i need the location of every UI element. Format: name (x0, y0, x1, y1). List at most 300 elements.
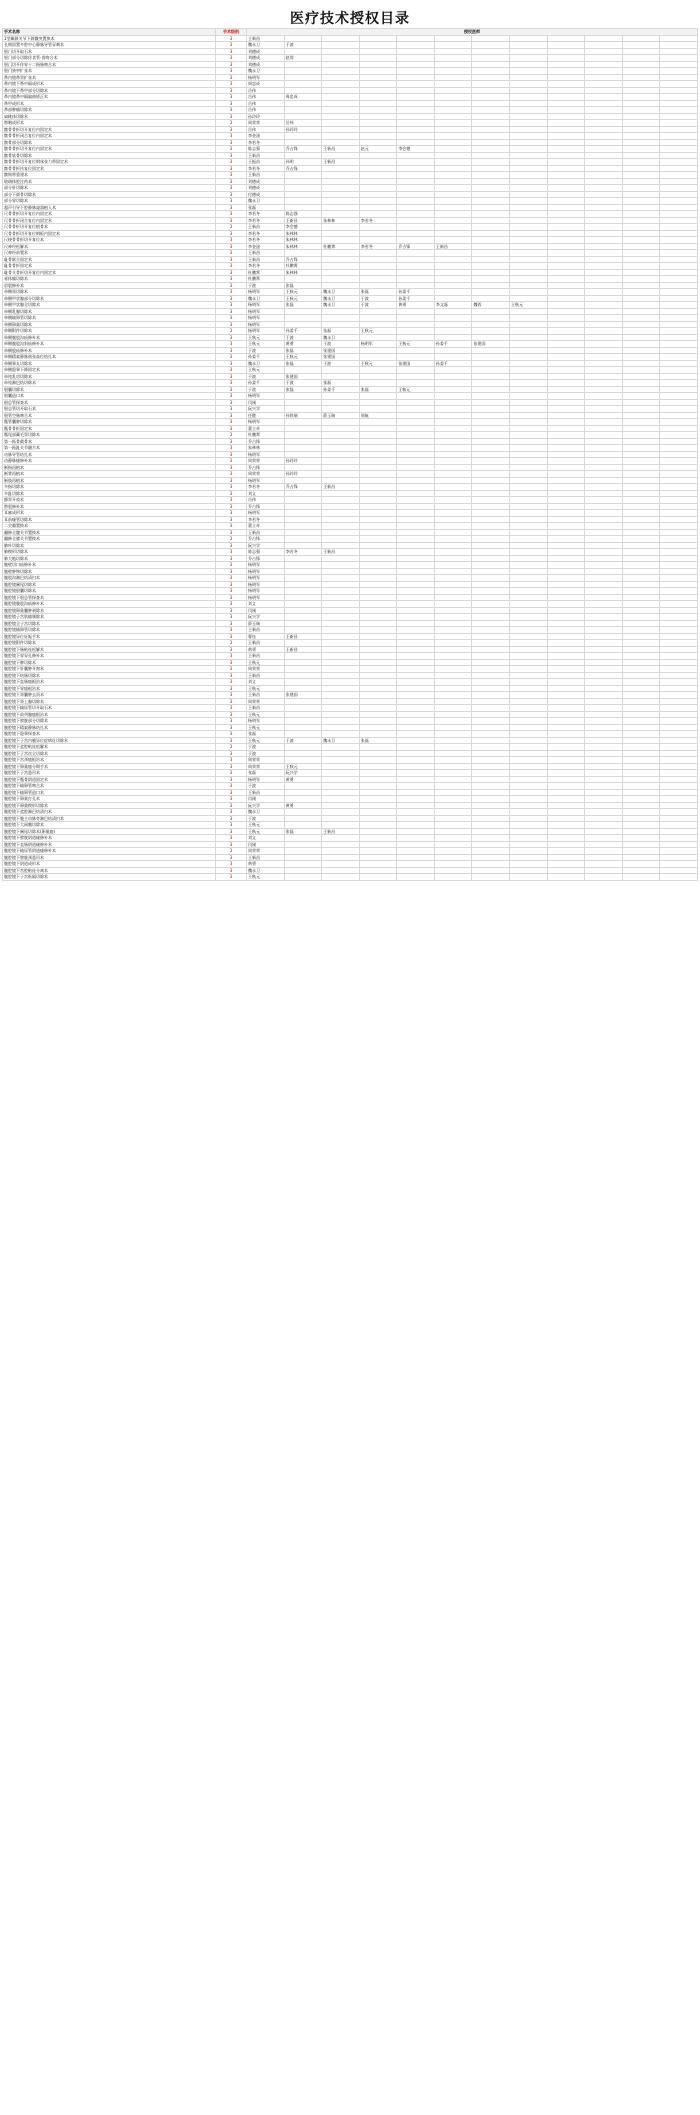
doctor-name: 王新昌 (322, 549, 360, 556)
procedure-name: 腹腔镜下输卵管吻合术 (3, 783, 216, 790)
doctor-name: 王秋元 (247, 822, 285, 829)
procedure-grade: 3 (216, 731, 247, 738)
doctor-name: 魏西 (472, 302, 510, 309)
procedure-grade: 3 (216, 217, 247, 224)
procedure-name: 腹腔镜下肠粘连松解术 (3, 646, 216, 653)
procedure-grade: 3 (216, 841, 247, 848)
doctor-name: 周荣荣 (247, 120, 285, 127)
procedure-name: 腹腔镜下子宫次全切除术 (3, 750, 216, 757)
procedure-grade: 3 (216, 256, 247, 263)
doctor-name: 王秋元 (247, 341, 285, 348)
doctor-name: 张磊 (284, 347, 322, 354)
doctor-name: 张磊 (284, 282, 322, 289)
procedure-grade: 3 (216, 562, 247, 569)
procedure-name: 肺叶切除术 (3, 542, 216, 549)
procedure-name: 腹腔镜下精索静脉结扎术 (3, 724, 216, 731)
procedure-name: 胆门狭窄扩张术 (3, 68, 216, 75)
doctor-name: 杨明军 (247, 315, 285, 322)
doctor-name: 王新昌 (247, 653, 285, 660)
procedure-name: 腹腔镜下胃癌根治术 (3, 685, 216, 692)
doctor-name: 李若冬 (247, 217, 285, 224)
doctor-name: 于波 (247, 783, 285, 790)
doctor-name: 王秋元 (247, 724, 285, 731)
procedure-grade: 3 (216, 633, 247, 640)
doctor-name: 杨明军 (247, 588, 285, 595)
doctor-name: 阮兴学 (247, 406, 285, 413)
procedure-name: 单侧甲状腺全切除术 (3, 302, 216, 309)
procedure-grade: 3 (216, 237, 247, 244)
procedure-grade: 3 (216, 250, 247, 257)
procedure-grade: 3 (216, 640, 247, 647)
doctor-name: 刘义 (247, 490, 285, 497)
doctor-name: 乔占锋 (284, 484, 322, 491)
doctor-name: 周荣荣 (247, 471, 285, 478)
procedure-grade: 3 (216, 789, 247, 796)
procedure-name: 额窦开放术 (3, 497, 216, 504)
doctor-name: 杨明军 (247, 718, 285, 725)
doctor-name: 孙玲玲 (284, 126, 322, 133)
doctor-name: 杜鹏霄 (247, 269, 285, 276)
procedure-grade: 3 (216, 347, 247, 354)
doctor-name: 于波 (284, 380, 322, 387)
procedure-name: 鼻内镜下鼻中隔成形术 (3, 81, 216, 88)
doctor-name: 李若冬 (247, 165, 285, 172)
doctor-name: 杨明军 (247, 419, 285, 426)
procedure-grade: 3 (216, 432, 247, 439)
doctor-name: 王新昌 (247, 172, 285, 179)
doctor-name: 魏永卫 (322, 334, 360, 341)
doctor-name: 陈志强 (247, 549, 285, 556)
procedure-name: 腹腔镜腹股沟疝修补术 (3, 601, 216, 608)
procedure-grade: 3 (216, 367, 247, 374)
procedure-grade: 3 (216, 100, 247, 107)
procedure-grade: 3 (216, 568, 247, 575)
procedure-grade: 3 (216, 302, 247, 309)
doctor-name: 朱林林 (284, 243, 322, 250)
procedure-grade: 3 (216, 549, 247, 556)
procedure-grade: 3 (216, 146, 247, 153)
doctor-name: 周荣荣 (247, 458, 285, 465)
procedure-grade: 3 (216, 263, 247, 270)
procedure-name: 断掌再植术 (3, 471, 216, 478)
procedure-grade: 3 (216, 783, 247, 790)
procedure-name: 胆囊造口术 (3, 393, 216, 400)
procedure-name: 腹腔镜下肝囊肿开窗术 (3, 666, 216, 673)
doctor-name: 孙姜千 (397, 289, 435, 296)
doctor-name: 薛玉瑞 (322, 412, 360, 419)
procedure-name: 鼻内镜鼻窦扩张术 (3, 74, 216, 81)
procedure-name: 腹腔镜下子宫纵隔切除术 (3, 874, 216, 881)
doctor-name: 阮兴学 (247, 614, 285, 621)
doctor-name: 王新昌 (247, 627, 285, 634)
procedure-name: 腹腔镜下膀胱颈悬吊术 (3, 854, 216, 861)
doctor-name: 张磊 (247, 770, 285, 777)
procedure-name: 胆总管探查术 (3, 399, 216, 406)
procedure-grade: 3 (216, 191, 247, 198)
procedure-name: 尺桡骨骨折切开复位术 (3, 237, 216, 244)
procedure-name: 髌骨骨折切开复位内固定术 (3, 126, 216, 133)
doctor-name: 周忠成 (284, 94, 322, 101)
doctor-name: 王秋元 (359, 328, 397, 335)
procedure-grade: 3 (216, 282, 247, 289)
procedure-grade: 3 (216, 393, 247, 400)
doctor-name: 杜鹏霄 (247, 276, 285, 283)
doctor-name: 魏永卫 (247, 809, 285, 816)
doctor-name: 乔占锋 (284, 256, 322, 263)
doctor-name: 周荣荣 (247, 698, 285, 705)
procedure-name: 尺骨骨折闭合复位内固定术 (3, 217, 216, 224)
header-doctors: 授权医师 (247, 29, 698, 36)
doctor-name: 李若冬 (359, 243, 397, 250)
procedure-grade: 3 (216, 575, 247, 582)
doctor-name: 魏永卫 (247, 198, 285, 205)
procedure-name: 胆门切开伴胃十二指肠吻合术 (3, 61, 216, 68)
procedure-name: 腹腔镜下阑尾切除术(卵巢癌) (3, 828, 216, 835)
procedure-name: 尺神经前置术 (3, 250, 216, 257)
procedure-name: 耻骨支骨折切开复位内固定术 (3, 269, 216, 276)
doctor-name: 魏永卫 (322, 737, 360, 744)
procedure-grade: 3 (216, 750, 247, 757)
procedure-grade: 3 (216, 484, 247, 491)
procedure-name: 单侧乳腺切除术 (3, 308, 216, 315)
doctor-name: 朱林林 (284, 269, 322, 276)
procedure-name: 唇裂修补术 (3, 282, 216, 289)
doctor-name: 闫刚 (247, 399, 285, 406)
procedure-grade: 3 (216, 243, 247, 250)
procedure-name: 腹腔镜附件切除术 (3, 640, 216, 647)
procedure-grade: 3 (216, 386, 247, 393)
doctor-name: 刘德成 (247, 55, 285, 62)
procedure-grade: 3 (216, 776, 247, 783)
doctor-name: 孙姜千 (247, 380, 285, 387)
procedure-grade: 3 (216, 172, 247, 179)
procedure-name: 骶尾部藏毛窦切除术 (3, 432, 216, 439)
procedure-grade: 3 (216, 867, 247, 874)
procedure-name: 腹腔镜下大网膜切除术 (3, 822, 216, 829)
procedure-name: 腹腔镜子宫肌瘤剔除术 (3, 614, 216, 621)
doctor-name: 孙玲玲 (284, 458, 322, 465)
doctor-name: 王新昌 (247, 854, 285, 861)
procedure-name: 胆总管切开取石术 (3, 406, 216, 413)
procedure-grade: 3 (216, 666, 247, 673)
doctor-name: 孙姜千 (434, 341, 472, 348)
procedure-grade: 3 (216, 126, 247, 133)
doctor-name: 杨明军 (247, 568, 285, 575)
procedure-grade: 3 (216, 854, 247, 861)
procedure-name: 髌骨软骨切除术 (3, 152, 216, 159)
procedure-name: 腹腔镜下直肠癌根治术 (3, 679, 216, 686)
doctor-name: 朱林林 (247, 445, 285, 452)
procedure-grade: 3 (216, 152, 247, 159)
procedure-grade: 3 (216, 204, 247, 211)
doctor-name (397, 874, 435, 881)
procedure-name: 1型颞颌关节下颌髁突置换术 (3, 35, 216, 42)
doctor-name: 岳伟 (247, 497, 285, 504)
doctor-name: 李若冬 (247, 237, 285, 244)
procedure-name: 腹腔镜下骶骨阴道固定术 (3, 776, 216, 783)
procedure-grade: 3 (216, 607, 247, 614)
procedure-grade: 3 (216, 653, 247, 660)
doctor-name: 黄勇 (284, 776, 322, 783)
procedure-name: 耳前瘘管切除术 (3, 516, 216, 523)
procedure-name: 断肢再植术 (3, 477, 216, 484)
doctor-name: 李金淦 (247, 133, 285, 140)
procedure-grade: 3 (216, 490, 247, 497)
doctor-name: 岳伟 (247, 126, 285, 133)
procedure-name: 腹腔镜下结肠切除术 (3, 672, 216, 679)
doctor-name: 于波 (359, 295, 397, 302)
procedure-grade: 3 (216, 536, 247, 543)
procedure-grade: 3 (216, 646, 247, 653)
procedure-name: 腹腔镜下直肠阴道瘘修补术 (3, 841, 216, 848)
doctor-name: 刘德成 (247, 185, 285, 192)
procedure-grade: 3 (216, 835, 247, 842)
doctor-name: 王新昌 (247, 35, 285, 42)
doctor-name: 乔占锋 (247, 438, 285, 445)
doctor-name (472, 874, 510, 881)
procedure-grade: 3 (216, 42, 247, 49)
procedure-name: 肺大疱切除术 (3, 555, 216, 562)
doctor-name: 阮兴学 (247, 802, 285, 809)
doctor-name: 于波 (247, 750, 285, 757)
doctor-name: 张建国 (322, 354, 360, 361)
procedure-name: 耻骨骨折固定术 (3, 263, 216, 270)
doctor-name: 乔占锋 (247, 536, 285, 543)
doctor-name: 孙姜千 (284, 328, 322, 335)
procedure-grade: 3 (216, 770, 247, 777)
doctor-name: 王新昌 (247, 692, 285, 699)
procedure-grade: 3 (216, 529, 247, 536)
doctor-name: 王秋元 (247, 685, 285, 692)
doctor-name: 乔占锋 (284, 146, 322, 153)
procedure-name: 扁桃体切除术 (3, 113, 216, 120)
procedure-grade: 3 (216, 542, 247, 549)
procedure-grade: 3 (216, 61, 247, 68)
procedure-name: 尺骨骨折切开复位内固定术 (3, 211, 216, 218)
doctor-name (622, 874, 660, 881)
doctor-name: 付德成 (247, 191, 285, 198)
procedure-name: 翻修全膝关节置换术 (3, 536, 216, 543)
header-procedure-name: 手术名称 (3, 29, 216, 36)
doctor-name: 王新昌 (247, 152, 285, 159)
procedure-grade: 3 (216, 659, 247, 666)
procedure-grade: 3 (216, 159, 247, 166)
procedure-grade: 3 (216, 458, 247, 465)
procedure-grade: 3 (216, 497, 247, 504)
doctor-name: 乔占锋 (247, 503, 285, 510)
doctor-name: 于波 (247, 815, 285, 822)
procedure-name: 翻修全髋关节置换术 (3, 529, 216, 536)
procedure-grade: 3 (216, 276, 247, 283)
doctor-name: 朱林林 (284, 237, 322, 244)
procedure-name: 胆门部分切除伴食管-胃吻合术 (3, 55, 216, 62)
doctor-name: 杜鹏霄 (284, 263, 322, 270)
procedure-name: 单侧输卵管切除术 (3, 315, 216, 322)
doctor-name: 刘德成 (247, 61, 285, 68)
procedure-grade: 3 (216, 328, 247, 335)
doctor-name: 李若冬 (247, 211, 285, 218)
procedure-name: 胆管空肠吻合术 (3, 412, 216, 419)
doctor-name: 王秋元 (284, 295, 322, 302)
doctor-name: 周航 (359, 412, 397, 419)
procedure-grade: 3 (216, 503, 247, 510)
doctor-name: 黄勇 (247, 861, 285, 868)
procedure-grade: 3 (216, 334, 247, 341)
doctor-name: 王秋元 (247, 737, 285, 744)
procedure-grade: 3 (216, 698, 247, 705)
doctor-name: 王新昌 (284, 217, 322, 224)
doctor-name: 魏永卫 (247, 360, 285, 367)
procedure-name: 多指切除术 (3, 484, 216, 491)
page-title: 医疗技术授权目录 (290, 11, 410, 27)
doctor-name: 王秋元 (397, 386, 435, 393)
procedure-name: 腹腔镜下阴道成形术 (3, 861, 216, 868)
procedure-grade: 3 (216, 269, 247, 276)
procedure-name: 二尖瓣置换术 (3, 523, 216, 530)
doctor-name: 李若冬 (247, 139, 285, 146)
procedure-grade: 3 (216, 380, 247, 387)
doctor-name: 闫刚 (247, 607, 285, 614)
procedure-name: 单侧腹股沟斜疝修补术 (3, 341, 216, 348)
procedure-name: 腹腔镜下腹主动脉旁淋巴结清扫术 (3, 815, 216, 822)
doctor-name: 任懿 (247, 412, 285, 419)
doctor-name: 乔占锋 (284, 165, 322, 172)
procedure-grade: 3 (216, 451, 247, 458)
procedure-grade: 3 (216, 373, 247, 380)
procedure-grade: 3 (216, 48, 247, 55)
doctor-name: 乔占锋 (397, 243, 435, 250)
procedure-name: 腹腔镜下输卵管造口术 (3, 789, 216, 796)
procedure-grade: 3 (216, 94, 247, 101)
doctor-name: 陈志强 (284, 211, 322, 218)
doctor-name: 孙姜千 (247, 354, 285, 361)
procedure-name: 腹腔镜下子宫悬吊术 (3, 770, 216, 777)
procedure-grade: 3 (216, 601, 247, 608)
doctor-name: 王秋元 (284, 763, 322, 770)
procedure-grade: 3 (216, 321, 247, 328)
doctor-name: 岳伟 (247, 87, 285, 94)
doctor-name: 张磊 (359, 386, 397, 393)
doctor-name: 王秋元 (397, 341, 435, 348)
procedure-name: 部分胃切除术 (3, 198, 216, 205)
doctor-name: 张磊 (322, 328, 360, 335)
procedure-grade: 3 (216, 516, 247, 523)
procedure-name: 腹壁切口疝修补术 (3, 562, 216, 569)
doctor-name: 闫刚 (247, 841, 285, 848)
procedure-name: 耻骨联合固定术 (3, 256, 216, 263)
doctor-name: 王秋元 (284, 289, 322, 296)
procedure-grade: 3 (216, 120, 247, 127)
procedure-grade: 3 (216, 711, 247, 718)
procedure-grade: 3 (216, 874, 247, 881)
doctor-name: 阮兴学 (247, 542, 285, 549)
doctor-name: 孙铁瑞 (284, 412, 322, 419)
procedure-grade: 3 (216, 289, 247, 296)
procedure-name: 玻璃体腔注药术 (3, 178, 216, 185)
procedure-name: 腹壁肿物切除术 (3, 568, 216, 575)
doctor-name: 杨明军 (247, 776, 285, 783)
doctor-name: 杨明军 (247, 328, 285, 335)
doctor-name: 王新昌 (322, 484, 360, 491)
procedure-name: 动脉导管结扎术 (3, 451, 216, 458)
doctor-name: 王秋元 (247, 659, 285, 666)
doctor-name: 李若冬 (247, 484, 285, 491)
procedure-grade: 3 (216, 445, 247, 452)
procedure-name: 鼻内镜下鼻甲部分切除术 (3, 87, 216, 94)
doctor-name: 岳伟 (247, 100, 285, 107)
header-grade: 手术级别 (216, 29, 247, 36)
procedure-grade: 3 (216, 406, 247, 413)
doctor-name: 王新昌 (247, 529, 285, 536)
doctor-name: 张建国 (472, 341, 510, 348)
doctor-name: 张磊 (247, 731, 285, 738)
doctor-name: 王秋元 (284, 354, 322, 361)
procedure-grade: 3 (216, 107, 247, 114)
doctor-name: 张建国 (284, 692, 322, 699)
doctor-name: 周忠成 (247, 81, 285, 88)
procedure-name: 腹腔镜异位妊娠手术 (3, 633, 216, 640)
procedure-name: 单侧附件切除术 (3, 328, 216, 335)
doctor-name: 于波 (322, 341, 360, 348)
procedure-name: 超声引导下腔静脉滤器植入术 (3, 204, 216, 211)
doctor-name: 李若冬 (359, 217, 397, 224)
procedure-grade: 3 (216, 581, 247, 588)
doctor-name: 孙姜千 (434, 360, 472, 367)
procedure-name: 髌骨骨折扶复位固定术 (3, 165, 216, 172)
doctor-name: 王秋元 (247, 874, 285, 881)
procedure-grade: 3 (216, 198, 247, 205)
doctor-name: 孙玲玲 (284, 471, 322, 478)
procedure-name: 腹腔镜下前列腺癌根治术 (3, 711, 216, 718)
doctor-name: 王新昌 (247, 705, 285, 712)
procedure-name: 肺楔形切除术 (3, 549, 216, 556)
procedure-grade: 3 (216, 87, 247, 94)
doctor-name: 王新昌 (247, 672, 285, 679)
procedure-grade: 3 (216, 510, 247, 517)
procedure-grade: 3 (216, 139, 247, 146)
doctor-name: 张磊 (284, 360, 322, 367)
procedure-name: 腹腔镜下宫颈癌根治术 (3, 757, 216, 764)
doctor-name: 薛玉瑞 (247, 620, 285, 627)
procedure-grade: 3 (216, 822, 247, 829)
doctor-name: 李金淦 (247, 243, 285, 250)
doctor-name: 周荣荣 (247, 757, 285, 764)
procedure-grade: 3 (216, 471, 247, 478)
doctor-name: 闫刚 (247, 796, 285, 803)
procedure-name: 动静脉瘘修补术 (3, 458, 216, 465)
procedure-name: 单侧睾丸切除术 (3, 360, 216, 367)
doctor-name: 李文磊 (434, 302, 472, 309)
procedure-name: 腹腔镜下卵巢打孔术 (3, 796, 216, 803)
procedure-grade: 3 (216, 828, 247, 835)
doctor-name: 王新昌 (247, 789, 285, 796)
procedure-grade: 3 (216, 133, 247, 140)
doctor-name: 李若冬 (247, 230, 285, 237)
doctor-name: 朱林林 (322, 217, 360, 224)
doctor-name: 王新昌 (247, 250, 285, 257)
procedure-grade: 3 (216, 737, 247, 744)
doctor-name: 杨明军 (247, 393, 285, 400)
doctor-name: 魏永卫 (247, 295, 285, 302)
doctor-name: 李若冬 (247, 263, 285, 270)
doctor-name: 周荣荣 (247, 763, 285, 770)
doctor-name: 于波 (284, 42, 322, 49)
procedure-grade: 3 (216, 230, 247, 237)
doctor-name: 王秋元 (247, 828, 285, 835)
doctor-name: 刘德成 (247, 178, 285, 185)
doctor-name: 曹钰 (247, 633, 285, 640)
doctor-name: 黄勇 (284, 341, 322, 348)
